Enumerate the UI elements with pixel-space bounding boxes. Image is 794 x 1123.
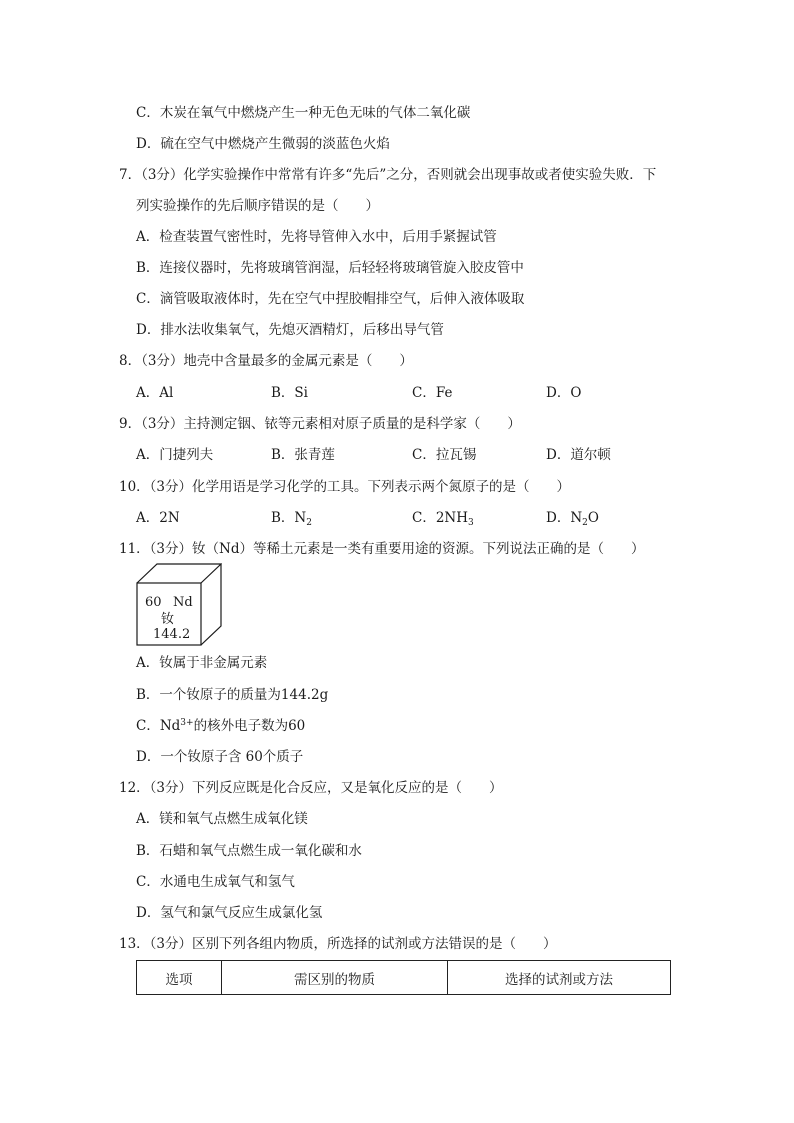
q7-stem-line2: 列实验操作的先后顺序错误的是（ ） [136,198,379,214]
q11-option-d: D．一个钕原子含 60个质子 [136,749,304,765]
q12-option-b: B．石蜡和氧气点燃生成一氧化碳和水 [136,843,362,859]
q10-option-c: C．$2NH_3$ [412,510,474,528]
element-atomic-number: 60 [145,595,162,610]
element-atomic-mass: 144.2 [153,627,191,642]
q6-option-d: D．硫在空气中燃烧产生微弱的淡蓝色火焰 [136,136,390,152]
q7-option-d: D．排水法收集氧气，先熄灭酒精灯，后移出导气管 [136,322,444,338]
element-cube-figure [136,563,222,647]
q10-option-a: A．2N [136,510,180,526]
q11-option-c: C．$Nd^{3+}$的核外电子数为60 [136,718,306,734]
q12-option-c: C．水通电生成氧气和氢气 [136,874,295,890]
q8-option-a: A．Al [136,385,174,401]
q12-option-a: A．镁和氧气点燃生成氧化镁 [136,811,308,827]
q9-option-c: C．拉瓦锡 [412,447,477,463]
q9-option-a: A．门捷列夫 [136,447,214,463]
q8-option-b: B．Si [271,385,308,401]
q8-stem: 8．（3分）地壳中含量最多的金属元素是（ ） [119,353,413,369]
q10-stem: 10．（3分）化学用语是学习化学的工具。下列表示两个氮原子的是（ ） [119,479,571,495]
q7-stem-line1: 7．（3分）化学实验操作中常常有许多“先后”之分，否则就会出现事故或者使实验失败．下 [119,167,657,183]
q7-option-c: C．滴管吸取液体时，先在空气中捏胶帽排空气，后伸入液体吸取 [136,291,525,307]
q8-option-c: C．Fe [412,385,453,401]
q10-option-b: B．$N_2$ [271,510,312,528]
table-header-cell: 选项 [137,961,222,995]
element-symbol: Nd [173,595,193,610]
q11-option-a: A．钕属于非金属元素 [136,655,268,671]
q12-option-d: D．氢气和氯气反应生成氯化氢 [136,905,323,921]
q9-stem: 9．（3分）主持测定铟、铱等元素相对原子质量的是科学家（ ） [119,416,521,432]
q12-stem: 12．（3分）下列反应既是化合反应，又是氧化反应的是（ ） [119,780,503,796]
q10-option-d: D．$N_2O$ [546,510,599,528]
q9-option-b: B．张青莲 [271,447,335,463]
q13-stem: 13．（3分）区别下列各组内物质，所选择的试剂或方法错误的是（ ） [119,936,557,952]
q9-option-d: D．道尔顿 [546,447,611,463]
q8-option-d: D．O [546,385,582,401]
table-header-cell: 需区别的物质 [222,961,448,995]
q7-option-b: B．连接仪器时，先将玻璃管润湿，后轻轻将玻璃管旋入胶皮管中 [136,260,524,276]
q6-option-c: C．木炭在氧气中燃烧产生一种无色无味的气体二氧化碳 [136,105,471,121]
q11-option-b: B．一个钕原子的质量为144.2g [136,687,329,703]
q11-stem: 11．（3分）钕（Nd）等稀土元素是一类有重要用途的资源。下列说法正确的是（ ） [119,541,645,557]
table-header-cell: 选择的试剂或方法 [448,961,671,995]
table-header-row [137,961,671,995]
element-name: 钕 [161,612,175,627]
q7-option-a: A．检查装置气密性时，先将导管伸入水中，后用手紧握试管 [136,229,497,245]
q13-table [136,960,671,995]
